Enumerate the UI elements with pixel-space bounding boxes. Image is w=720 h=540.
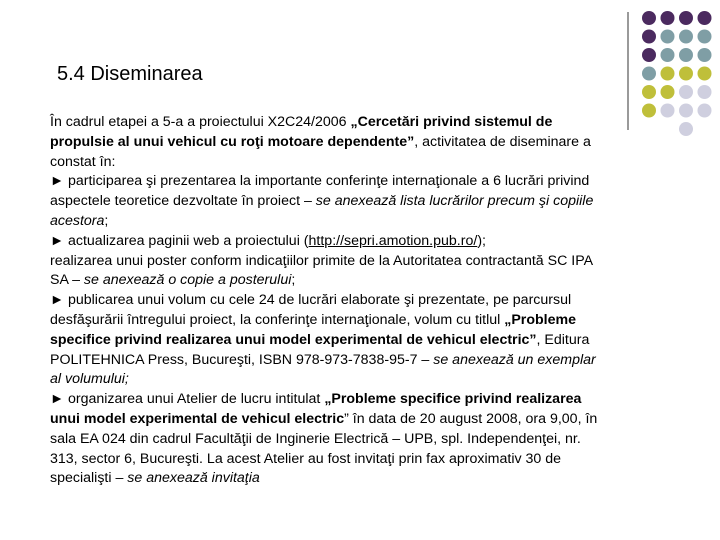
decorative-dot	[698, 48, 712, 62]
text-line	[50, 410, 690, 430]
text-run: realizarea unui poster conform indicaţiilor primite de la Autoritatea contractantă SC IPA	[50, 252, 594, 269]
text-run: „Probleme	[504, 311, 576, 328]
text-line	[50, 232, 690, 252]
text-run: , activitatea de diseminare a	[414, 133, 591, 150]
text-run: ► publicarea unui volum cu cele 24 de lucrări elaborate şi prezentate, pe parcursul	[50, 292, 572, 309]
text-run: specifice privind realizarea unui model experimental de vehicul electric”	[50, 331, 537, 348]
text-run: ” în data de 20 august 2008, ora 9,00, în	[344, 410, 598, 427]
text-run: ► organizarea unui Atelier de lucru intitulat	[50, 391, 325, 408]
decorative-dot	[661, 85, 675, 99]
decorative-dot	[698, 67, 712, 81]
text-line	[50, 390, 690, 410]
decorative-dot	[661, 11, 675, 25]
text-line	[50, 370, 690, 390]
text-run: sala EA 024 din cadrul Facultăţii de Inginerie Electrică – UPB, spl. Independenţei, nr.	[50, 430, 581, 447]
text-run: );	[477, 232, 486, 249]
text-line	[50, 351, 690, 371]
text-run: 313, sector 6, Bucureşti. La acest Atelier au fost invitaţi prin fax aproximativ 30 de	[50, 450, 562, 467]
decorative-dot	[679, 11, 693, 25]
text-run: desfăşurării întregului proiect, la conferinţe internaţionale, volum cu titlul	[50, 311, 505, 328]
text-run: acestora	[50, 212, 105, 229]
text-line	[50, 331, 690, 351]
text-run: ;	[104, 212, 109, 229]
text-line	[50, 212, 690, 232]
decorative-dot	[661, 67, 675, 81]
text-run: se anexează un exemplar	[433, 351, 596, 368]
text-run: „Probleme specifice privind realizarea	[324, 391, 582, 408]
decorative-dot	[661, 30, 675, 44]
text-run: se anexează o copie a posterului	[83, 272, 292, 289]
text-run: POLITEHNICA Press, Bucureşti, ISBN 978-973-7838-95-7 –	[50, 351, 434, 368]
text-run: se anexează invitaţia	[127, 470, 260, 487]
decorative-dot	[679, 30, 693, 44]
decorative-dot	[698, 85, 712, 99]
text-run: ► participarea şi prezentarea la importante conferinţe internaţionale a 6 lucrări privind	[50, 173, 590, 190]
text-run: ;	[291, 272, 296, 289]
text-line	[50, 153, 690, 173]
text-line	[50, 133, 690, 153]
text-line	[50, 271, 690, 291]
text-run: aspectele teoretice dezvoltate în proiect –	[50, 193, 316, 210]
decorative-dot	[679, 67, 693, 81]
decorative-dot	[679, 85, 693, 99]
decorative-dot	[698, 11, 712, 25]
text-line	[50, 252, 690, 272]
text-line	[50, 291, 690, 311]
body-text	[50, 113, 690, 489]
text-run: , Editura	[536, 331, 590, 348]
decorative-dot	[642, 85, 656, 99]
decorative-dot	[661, 48, 675, 62]
text-line	[50, 450, 690, 470]
text-line	[50, 430, 690, 450]
text-run: unui model experimental de vehicul electric	[50, 410, 345, 427]
text-line	[50, 311, 690, 331]
text-line	[50, 192, 690, 212]
text-run: constat în:	[50, 153, 116, 170]
decorative-dot	[642, 30, 656, 44]
text-run: SA –	[50, 272, 84, 289]
project-web-link[interactable]: http://sepri.amotion.pub.ro/	[308, 232, 478, 249]
decorative-dot	[698, 30, 712, 44]
slide-title: 5.4 Diseminarea	[57, 63, 203, 85]
text-run: al volumului;	[50, 371, 129, 388]
decorative-dot	[642, 11, 656, 25]
decorative-dot	[642, 67, 656, 81]
text-run: propulsie al unui vehicul cu roţi motoare dependente”	[50, 133, 415, 150]
decorative-dot	[642, 48, 656, 62]
text-line	[50, 172, 690, 192]
text-run: specialişti –	[50, 470, 128, 487]
text-line	[50, 469, 690, 489]
text-line	[50, 113, 690, 133]
text-run: ► actualizarea paginii web a proiectului (	[50, 232, 309, 249]
text-run: „Cercetări privind sistemul de	[350, 114, 553, 130]
decorative-dot	[679, 48, 693, 62]
decorative-dot	[698, 104, 712, 118]
text-run: În cadrul etapei a 5-a a proiectului X2C24/2006	[50, 114, 351, 130]
text-run: se anexează lista lucrărilor precum şi copiile	[315, 193, 594, 210]
